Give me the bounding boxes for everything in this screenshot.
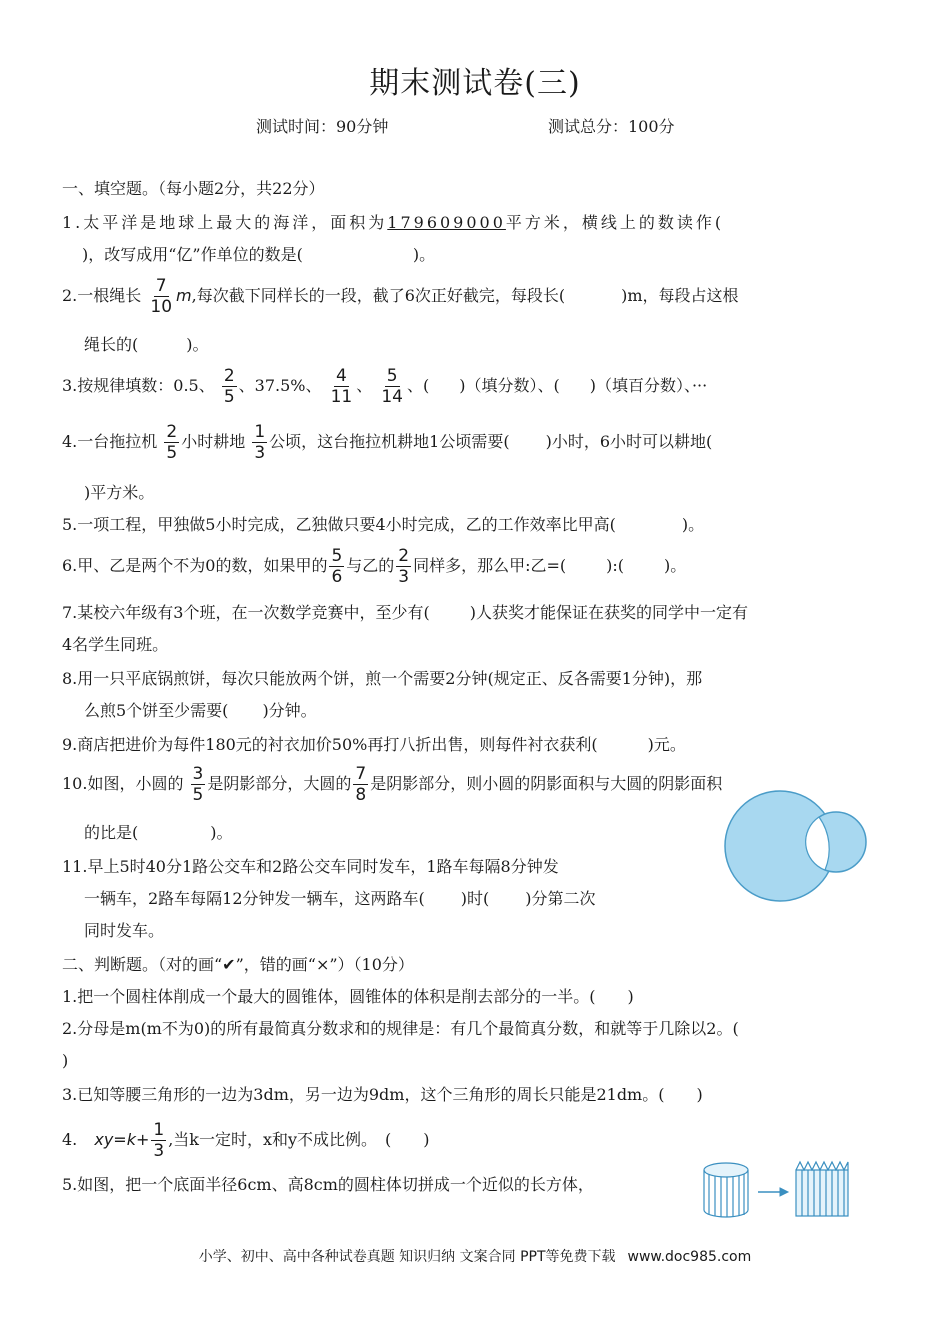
question-1-line1: 1.太平洋是地球上最大的海洋，面积为179609000平方米，横线上的数读作( <box>62 213 725 232</box>
arrow-icon <box>758 1188 788 1196</box>
footer-text: 小学、初中、高中各种试卷真题 知识归纳 文案合同 PPT等免费下载 <box>198 1249 616 1265</box>
judge-question-1: 1.把一个圆柱体削成一个最大的圆锥体，圆锥体的体积是削去部分的一半。( ) <box>62 987 634 1006</box>
judge-question-4: 4. xy=k+ $\frac{1}{3}$ ,当k一定时，x和y不成比例。 ( ) <box>62 1120 430 1161</box>
test-score: 测试总分：100分 <box>548 117 675 136</box>
question-10-line1: 10.如图，小圆的 $\frac{3}{5}$ 是阴影部分，大圆的 $\frac{7}{8}$ 是阴影部分，则小圆的阴影面积与大圆的阴影面积 <box>62 764 723 805</box>
question-8-line2: 么煎5个饼至少需要( )分钟。 <box>84 701 317 720</box>
question-2-line2: 绳长的( )。 <box>84 335 209 354</box>
question-8-line1: 8.用一只平底锅煎饼，每次只能放两个饼，煎一个需要2分钟(规定正、反各需要1分钟)，那 <box>62 669 703 688</box>
question-11-line1: 11.早上5时40分1路公交车和2路公交车同时发车，1路车每隔8分钟发 <box>62 857 559 876</box>
test-time: 测试时间：90分钟 <box>256 117 389 136</box>
question-4-line2: )平方米。 <box>84 483 155 502</box>
page-title: 期末测试卷(三) <box>369 66 581 101</box>
question-9: 9.商店把进价为每件180元的衬衣加价50%再打八折出售，则每件衬衣获利( )元。 <box>62 735 686 754</box>
question-4-line1: 4.一台拖拉机 $\frac{2}{5}$ 小时耕地 $\frac{1}{3}$ 公顷，这台拖拉机耕地1公顷需要( )小时，6小时可以耕地( <box>62 422 713 463</box>
question-5: 5.一项工程，甲独做5小时完成，乙独做只要4小时完成，乙的工作效率比甲高( )。 <box>62 515 705 534</box>
judge-question-3: 3.已知等腰三角形的一边为3dm，另一边为9dm，这个三角形的周长只能是21dm。( ) <box>62 1085 703 1104</box>
question-6: 6.甲、乙是两个不为0的数，如果甲的 $\frac{5}{6}$ 与乙的 $\frac{2}{3}$ 同样多，那么甲:乙=( ):( )。 <box>62 546 687 587</box>
question-7-line2: 4名学生同班。 <box>62 635 169 654</box>
judge-question-2-line1: 2.分母是m(m不为0)的所有最简真分数求和的规律是：有几个最简真分数，和就等于几除以2。( <box>62 1019 739 1038</box>
footer <box>0 1246 950 1266</box>
section2-heading: 二、判断题。（对的画“✔”，错的画“×”）（10分） <box>62 955 414 974</box>
question-11-line2: 一辆车，2路车每隔12分钟发一辆车，这两路车( )时( )分第二次 <box>84 889 596 908</box>
underlined-number: 179609000 <box>387 213 506 232</box>
cylinder-to-cuboid-figure <box>700 1158 860 1222</box>
cylinder <box>704 1163 748 1217</box>
fraction-7-10: $\frac{7}{10}$ <box>150 276 173 317</box>
section1-heading: 一、填空题。（每小题2分，共22分） <box>62 179 325 198</box>
question-7-line1: 7.某校六年级有3个班，在一次数学竞赛中，至少有( )人获奖才能保证在获奖的同学中一定有 <box>62 603 748 622</box>
question-11-line3: 同时发车。 <box>84 921 165 940</box>
question-3: 3.按规律填数：0.5、 $\frac{2}{5}$ 、37.5%、 $\frac{4}{11}$ 、 $\frac{5}{14}$ 、( )（填分数）、( )（填百分数）、··· <box>62 366 708 407</box>
cuboid <box>796 1162 848 1216</box>
question-1-line2: )，改写成用“亿”作单位的数是( )。 <box>82 245 436 264</box>
judge-question-2-line2: ) <box>62 1051 69 1070</box>
question-10-line2: 的比是( )。 <box>84 823 233 842</box>
judge-question-5: 5.如图，把一个底面半径6cm、高8cm的圆柱体切拼成一个近似的长方体， <box>62 1175 594 1194</box>
question-2-line1: 2.一根绳长 $\frac{7}{10}$ m,每次截下同样长的一段，截了6次正好截完，每段长( )m，每段占这根 <box>62 276 739 317</box>
footer-site-link[interactable]: www.doc985.com <box>627 1249 752 1265</box>
overlapping-circles-figure <box>720 786 870 906</box>
